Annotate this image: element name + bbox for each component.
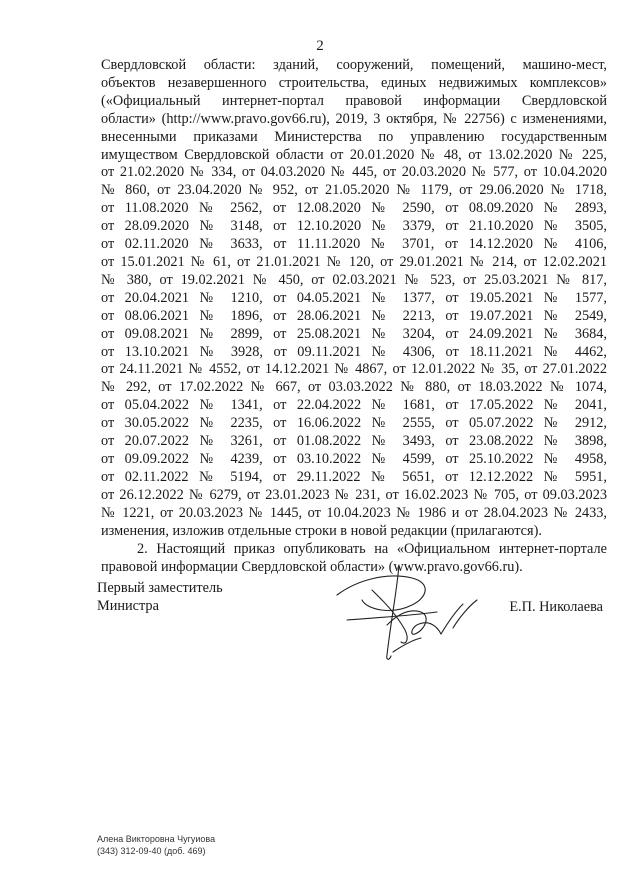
paragraph-1-line: от 02.11.2020 № 3633, от 11.11.2020 № 3701, от 14.12.2020 № 4106, xyxy=(101,236,607,253)
paragraph-1 xyxy=(101,57,607,540)
paragraph-1-line: от 13.10.2021 № 3928, от 09.11.2021 № 4306, от 18.11.2021 № 4462, xyxy=(101,343,607,360)
paragraph-1-line: № 380, от 19.02.2021 № 450, от 02.03.2021 № 523, от 25.03.2021 № 817, xyxy=(101,271,607,288)
executor-name: Алена Викторовна Чугуиова xyxy=(97,834,216,844)
paragraph-1-line: от 26.12.2022 № 6279, от 23.01.2023 № 231, от 16.02.2023 № 705, от 09.03.2023 xyxy=(101,486,607,503)
paragraph-1-line: от 05.04.2022 № 1341, от 22.04.2022 № 1681, от 17.05.2022 № 2041, xyxy=(101,397,607,414)
paragraph-1-line: от 09.09.2022 № 4239, от 03.10.2022 № 4599, от 25.10.2022 № 4958, xyxy=(101,450,607,467)
executor-info xyxy=(97,833,215,857)
paragraph-1-line: от 02.11.2022 № 5194, от 29.11.2022 № 5651, от 12.12.2022 № 5951, xyxy=(101,468,607,485)
paragraph-1-line: № 292, от 17.02.2022 № 667, от 03.03.2022 № 880, от 18.03.2022 № 1074, xyxy=(101,379,607,396)
paragraph-1-line: от 21.02.2020 № 334, от 04.03.2020 № 445, от 20.03.2020 № 577, от 10.04.2020 xyxy=(101,164,607,181)
paragraph-1-line: от 24.11.2021 № 4552, от 14.12.2021 № 4867, от 12.01.2022 № 35, от 27.01.2022 xyxy=(101,361,607,378)
page-number: 2 xyxy=(316,38,324,54)
paragraph-1-line: от 28.09.2020 № 3148, от 12.10.2020 № 3379, от 21.10.2020 № 3505, xyxy=(101,218,607,235)
document-body xyxy=(101,57,607,577)
paragraph-1-line: («Официальный интернет-портал правовой информации Свердловской xyxy=(101,92,607,109)
paragraph-1-line: от 30.05.2022 № 2235, от 16.06.2022 № 2555, от 05.07.2022 № 2912, xyxy=(101,415,607,432)
paragraph-1-line: объектов незавершенного строительства, единых недвижимых комплексов» xyxy=(101,74,607,91)
paragraph-1-line: области» (http://www.pravo.gov66.ru), 2019, 3 октября, № 22756) с изменениями, xyxy=(101,110,607,127)
paragraph-2: 2. Настоящий приказ опубликовать на «Официальном интернет-портале правовой информации Свердловской области» (www.pravo.gov66.ru). xyxy=(101,541,607,576)
paragraph-1-line: внесенными приказами Министерства по управлению государственным xyxy=(101,128,607,145)
paragraph-1-line: № 860, от 23.04.2020 № 952, от 21.05.2020 № 1179, от 29.06.2020 № 1718, xyxy=(101,182,607,199)
signatory-name: Е.П. Николаева xyxy=(509,599,603,615)
handwritten-signature xyxy=(317,560,507,670)
signatory-position-line-1: Первый заместитель xyxy=(97,580,223,596)
paragraph-1-line: Свердловской области: зданий, сооружений, помещений, машино-мест, xyxy=(101,57,607,73)
paragraph-1-line: от 20.04.2021 № 1210, от 04.05.2021 № 1377, от 19.05.2021 № 1577, xyxy=(101,289,607,306)
paragraph-1-line: от 08.06.2021 № 1896, от 28.06.2021 № 2213, от 19.07.2021 № 2549, xyxy=(101,307,607,324)
paragraph-1-line: от 15.01.2021 № 61, от 21.01.2021 № 120, от 29.01.2021 № 214, от 12.02.2021 xyxy=(101,253,607,270)
paragraph-1-line: от 09.08.2021 № 2899, от 25.08.2021 № 3204, от 24.09.2021 № 3684, xyxy=(101,325,607,342)
paragraph-1-line: имуществом Свердловской области от 20.01.2020 № 48, от 13.02.2020 № 225, xyxy=(101,146,607,163)
signature-block xyxy=(97,580,607,690)
signatory-position xyxy=(97,580,223,616)
paragraph-1-line: № 1221, от 20.03.2023 № 1445, от 10.04.2023 № 1986 и от 28.04.2023 № 2433, xyxy=(101,504,607,521)
executor-phone: (343) 312-09-40 (доб. 469) xyxy=(97,846,206,856)
paragraph-1-line: от 11.08.2020 № 2562, от 12.08.2020 № 2590, от 08.09.2020 № 2893, xyxy=(101,200,607,217)
paragraph-1-line: изменения, изложив отдельные строки в новой редакции (прилагаются). xyxy=(101,522,542,539)
signatory-position-line-2: Министра xyxy=(97,597,159,614)
paragraph-1-line: от 20.07.2022 № 3261, от 01.08.2022 № 3493, от 23.08.2022 № 3898, xyxy=(101,433,607,450)
